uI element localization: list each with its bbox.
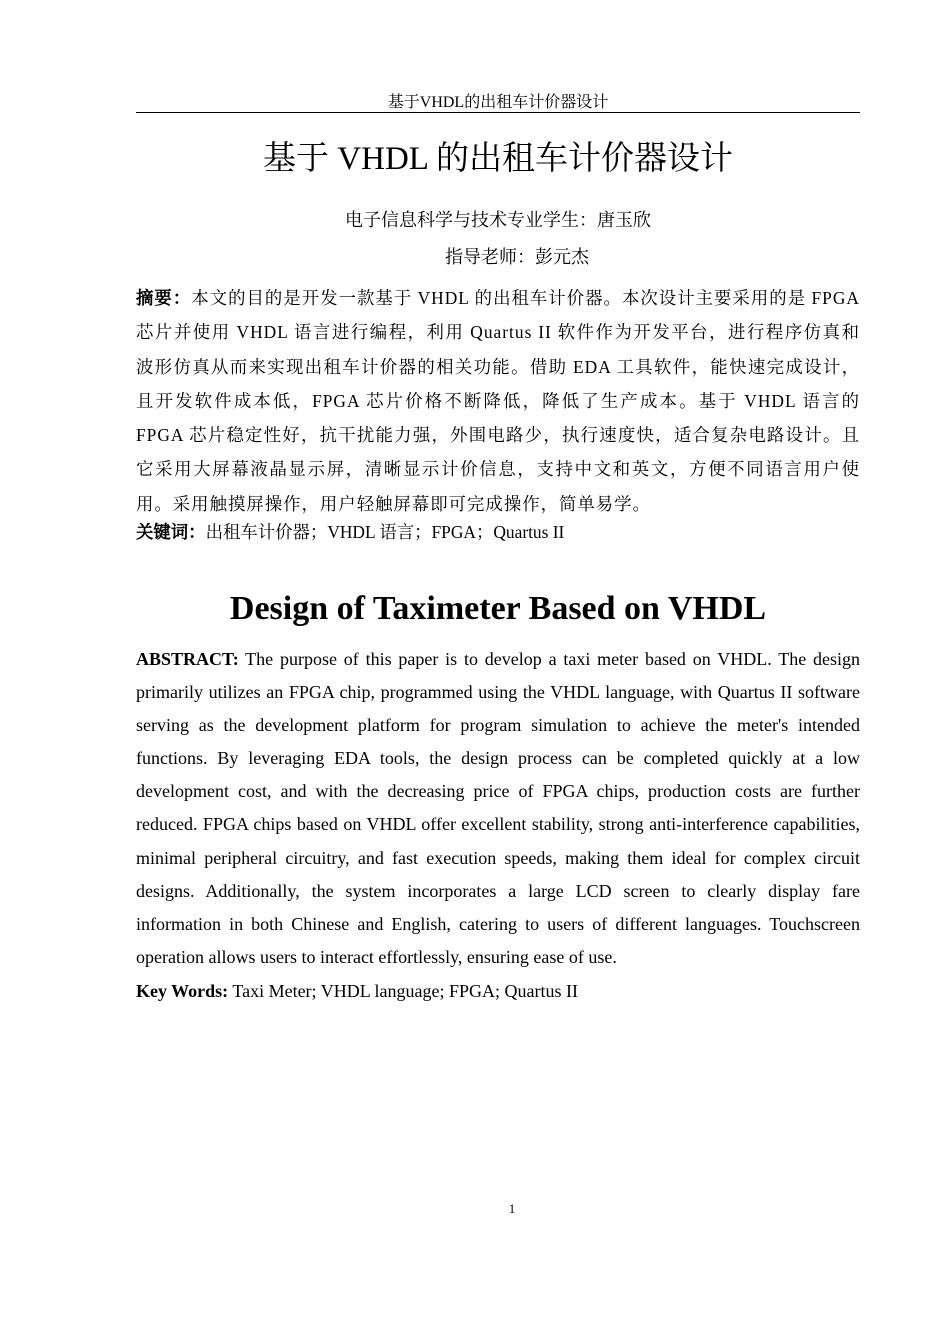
chinese-abstract-text: 本文的目的是开发一款基于 VHDL 的出租车计价器。本次设计主要采用的是 FPGA 芯片并使用 VHDL 语言进行编程，利用 Quartus II 软件作为开发平台，进行程序仿真和波形仿真从而来实现出租车计价器的相关功能。借助 EDA 工具软件，能快速完成设计，且开发软件成本低，FPGA 芯片价格不断降低，降低了生产成本。基于 VHDL 语言的 FPGA 芯片稳定性好，抗干扰能力强，外围电路少，执行速度快，适合复杂电路设计。且它采用大屏幕液晶显示屏，清晰显示计价信息，支持中文和英文，方便不同语言用户使用。采用触摸屏操作，用户轻触屏幕即可完成操作，简单易学。: [136, 288, 860, 514]
english-title: Design of Taximeter Based on VHDL: [229, 590, 767, 627]
advisor-line: 指导老师：彭元杰: [445, 247, 589, 267]
english-keywords-label: Key Words:: [136, 981, 229, 1001]
chinese-abstract-label: 摘要：: [136, 288, 192, 308]
chinese-keywords-text: 出租车计价器；VHDL 语言；FPGA；Quartus II: [205, 522, 565, 542]
english-abstract-text: The purpose of this paper is to develop a taxi meter based on VHDL. The design primarily utilizes an FPGA chip, programmed using the VHDL language, with Quartus II software serving as the development platform for program simulation to achieve the meter's intended functions. By leveraging EDA tools, the design process can be completed quickly at a low development cost, and with the decreasing price of FPGA chips, production costs are further reduced. FPGA chips based on VHDL offer excellent stability, strong anti-interference capabilities, minimal peripheral circuitry, and fast execution speeds, making them ideal for complex circuit designs. Additionally, the system incorporates a large LCD screen to clearly display fare information in both Chinese and English, catering to users of different languages. Touchscreen operation allows users to interact effortlessly, ensuring ease of use.: [136, 649, 860, 967]
chinese-keywords-label: 关键词：: [136, 522, 206, 542]
page-number: 1: [508, 1201, 516, 1216]
header-rule: [136, 112, 860, 113]
english-abstract-label: ABSTRACT:: [136, 649, 239, 669]
chinese-keywords: [136, 517, 860, 547]
english-keywords-text: Taxi Meter; VHDL language; FPGA; Quartus II: [228, 981, 579, 1001]
english-keywords: [136, 975, 860, 1007]
author-line: 电子信息科学与技术专业学生：唐玉欣: [345, 210, 651, 230]
chinese-abstract: [136, 281, 860, 521]
english-abstract: [136, 643, 860, 974]
chinese-title: 基于 VHDL 的出租车计价器设计: [263, 141, 733, 177]
running-header: 基于VHDL的出租车计价器设计: [387, 94, 609, 111]
